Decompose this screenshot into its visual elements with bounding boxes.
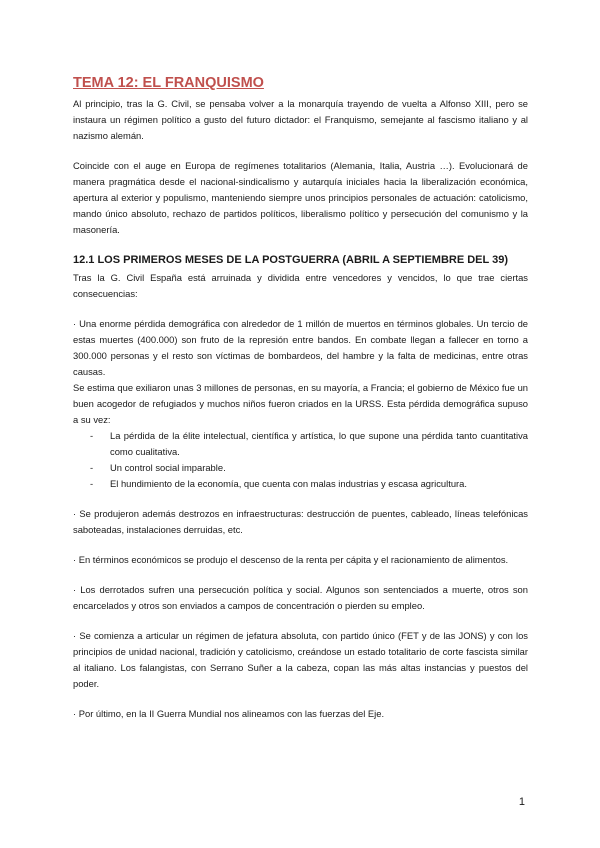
persecution-paragraph: · Los derrotados sufren una persecución política y social. Algunos son sentenciados a muerte, otros son encarcelados y otros son enviados a campos de concentración o pierden su empleo.	[73, 584, 528, 611]
list-item: - El hundimiento de la economía, que cuenta con malas industrias y escasa agricultura.	[73, 476, 528, 492]
exile-paragraph: Se estima que exiliaron unas 3 millones de personas, en su mayoría, a Francia; el gobierno de México fue un buen acogedor de refugiados y muchos niños fueron criados en la URSS. Esta pérdida demográfica supuso a su vez:	[73, 382, 528, 425]
intro-paragraph-2: Coincide con el auge en Europa de regímenes totalitarios (Alemania, Italia, Austria …). Evolucionará de manera pragmática desde el nacional-sindicalismo y autarquía iniciales hacia la liberalización económica, apertura al exterior y populismo, manteniendo siempre unos principios personales de actuación: catolicismo, mando único absoluto, rechazo de partidos políticos, liberalismo político y persecución del comunismo y la masonería.	[73, 160, 528, 235]
section-lead: Tras la G. Civil España está arruinada y dividida entre vencedores y vencidos, lo que trae ciertas consecuencias:	[73, 272, 528, 299]
infrastructure-paragraph: · Se produjeron además destrozos en infraestructuras: destrucción de puentes, cableado, líneas telefónicas saboteadas, instalaciones derruidas, etc.	[73, 508, 528, 535]
list-item: - Un control social imparable.	[73, 460, 528, 476]
section-heading: 12.1 LOS PRIMEROS MESES DE LA POSTGUERRA (ABRIL A SEPTIEMBRE DEL 39)	[73, 254, 508, 266]
intro-paragraph-1: Al principio, tras la G. Civil, se pensaba volver a la monarquía trayendo de vuelta a Alfonso XIII, pero se instaura un régimen político a gusto del futuro dictador: el Franquismo, semejante al fascismo italiano y al nazismo alemán.	[73, 98, 528, 141]
consequence-list	[73, 428, 528, 492]
ww2-paragraph: · Por último, en la II Guerra Mundial nos alineamos con las fuerzas del Eje.	[73, 708, 385, 719]
page-number: 1	[518, 796, 525, 808]
regime-paragraph: · Se comienza a articular un régimen de jefatura absoluta, con partido único (FET y de las JONS) y con los principios de unidad nacional, tradición y catolicismo, creándose un estado totalitario de corte fascista similar al italiano. Los falangistas, con Serrano Suñer a la cabeza, copan las más altas instancias y puestos del poder.	[73, 630, 528, 689]
economy-paragraph: · En términos económicos se produjo el descenso de la renta per cápita y el racionamiento de alimentos.	[73, 554, 509, 565]
list-item: - La pérdida de la élite intelectual, científica y artística, lo que supone una pérdida tanto cuantitativa como cualitativa.	[73, 428, 528, 460]
demography-paragraph: · Una enorme pérdida demográfica con alrededor de 1 millón de muertos en términos globales. Un tercio de estas muertes (400.000) son fruto de la represión entre bandos. En combate llegan a fallecer en torno a 300.000 personas y el resto son víctimas de bombardeos, del hambre y la falta de medicinas, entre otras causas.	[73, 318, 528, 377]
document-title: TEMA 12: EL FRANQUISMO	[73, 75, 264, 91]
document-page	[73, 74, 528, 722]
